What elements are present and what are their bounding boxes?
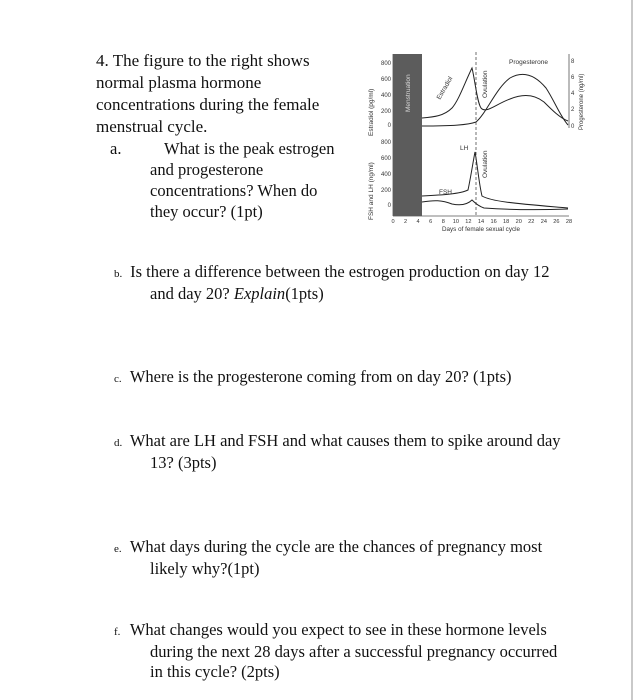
part-b-explain: Explain <box>233 284 286 303</box>
tick-label: 200 <box>380 109 391 115</box>
fsh-lh-axis-label: FSH and LH (ng/ml) <box>368 162 375 220</box>
tick-label: 800 <box>380 61 391 67</box>
tick-label: 4 <box>571 91 575 97</box>
tick-label: 10 <box>452 219 460 225</box>
part-b-letter: b. <box>114 268 123 280</box>
part-f-letter: f. <box>114 626 121 638</box>
part-d-line1: What are LH and FSH and what causes them to spike around day <box>129 431 561 450</box>
page-edge <box>631 0 633 700</box>
tick-label: 0 <box>387 203 391 209</box>
part-a-line: concentrations? When do <box>150 181 318 200</box>
tick-label: 8 <box>571 59 575 65</box>
tick-label: 22 <box>528 219 535 225</box>
tick-label: 0 <box>391 219 395 225</box>
part-b-points: (1pts) <box>285 284 324 303</box>
hormone-figure-svg <box>362 44 586 234</box>
tick-label: 2 <box>571 107 575 113</box>
tick-label: 6 <box>429 219 433 225</box>
part-f-line2: during the next 28 days after a successful pregnancy occurred <box>150 642 558 661</box>
fsh-label: FSH <box>439 189 452 196</box>
part-f-line1: What changes would you expect to see in these hormone levels <box>129 620 547 639</box>
tick-label: 14 <box>477 219 485 225</box>
tick-label: 400 <box>380 172 391 178</box>
tick-label: 4 <box>416 219 420 225</box>
tick-label: 28 <box>565 219 573 225</box>
part-c-line1: Where is the progesterone coming from on day 20? (1pts) <box>129 367 512 386</box>
tick-label: 0 <box>571 124 575 130</box>
hormone-figure <box>362 44 586 234</box>
intro-line: 4. The figure to the right shows <box>96 51 310 70</box>
part-a-letter: a. <box>110 139 122 158</box>
tick-label: 20 <box>515 219 522 225</box>
tick-label: 800 <box>380 140 391 146</box>
question-part-f <box>114 620 594 682</box>
bottom-left-ticks <box>381 140 392 209</box>
question-part-c <box>114 367 594 389</box>
lh-label: LH <box>460 145 469 152</box>
part-d-letter: d. <box>114 437 123 449</box>
part-a-line: and progesterone <box>150 160 264 179</box>
tick-label: 16 <box>490 219 497 225</box>
part-a-line: they occur? (1pt) <box>150 202 263 221</box>
tick-label: 6 <box>571 75 575 81</box>
part-b-line2 <box>114 284 594 304</box>
question-intro <box>96 50 361 138</box>
lh-curve <box>422 152 568 208</box>
tick-label: 24 <box>540 219 548 225</box>
estradiol-axis-label: Estradiol (pg/ml) <box>368 88 375 136</box>
top-right-ticks <box>571 59 575 130</box>
question-part-d <box>114 431 594 473</box>
intro-line: concentrations during the female <box>96 95 320 114</box>
x-ticks <box>391 219 572 225</box>
tick-label: 200 <box>380 188 391 194</box>
intro-line: menstrual cycle. <box>96 117 208 136</box>
tick-label: 0 <box>387 123 391 129</box>
progesterone-axis-label: Progesterone (ng/ml) <box>579 73 585 130</box>
top-left-ticks <box>381 61 392 129</box>
fsh-curve <box>422 200 568 210</box>
ovulation-label-bottom: Ovulation <box>482 150 489 178</box>
progesterone-label: Progesterone <box>509 59 549 66</box>
menstruation-label: Menstruation <box>405 74 412 112</box>
tick-label: 600 <box>380 156 391 162</box>
part-f-line3: in this cycle? (2pts) <box>150 662 280 681</box>
part-e-letter: e. <box>114 543 122 555</box>
x-axis-label: Days of female sexual cycle <box>441 226 521 233</box>
part-b-line2-text: and day 20? <box>150 284 234 303</box>
tick-label: 600 <box>380 77 391 83</box>
part-a-line: What is the peak estrogen <box>164 139 335 158</box>
tick-label: 2 <box>404 219 408 225</box>
estradiol-label: Estradiol <box>435 75 455 101</box>
ovulation-label-top: Ovulation <box>482 70 489 98</box>
tick-label: 400 <box>380 93 391 99</box>
tick-label: 26 <box>553 219 560 225</box>
part-b-line1: Is there a difference between the estrogen production on day 12 <box>130 262 550 281</box>
tick-label: 12 <box>465 219 472 225</box>
question-part-a <box>110 138 360 222</box>
tick-label: 18 <box>502 219 510 225</box>
part-c-letter: c. <box>114 373 122 385</box>
tick-label: 8 <box>441 219 445 225</box>
question-part-e <box>114 537 594 579</box>
part-d-line2: 13? (3pts) <box>150 453 217 472</box>
part-e-line1: What days during the cycle are the chances of pregnancy most <box>129 537 543 556</box>
question-part-b <box>114 262 594 304</box>
part-e-line2: likely why?(1pt) <box>150 559 260 578</box>
intro-line: normal plasma hormone <box>96 73 262 92</box>
